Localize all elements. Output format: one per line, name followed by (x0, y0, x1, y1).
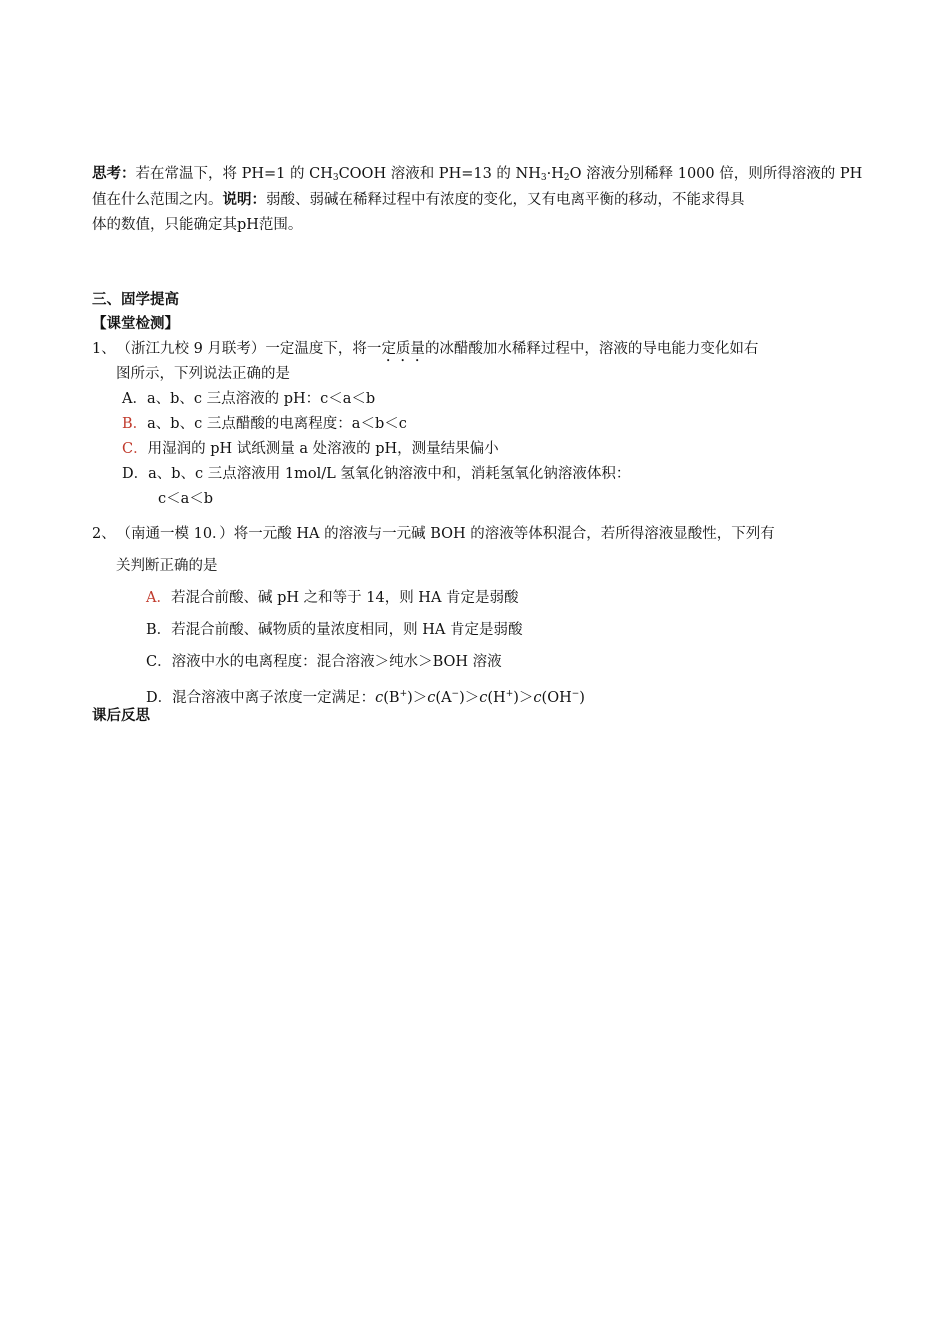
q1-emphasis-text: 定质量 (381, 341, 425, 357)
q2-text: （南通一模 10．）将一元酸 HA 的溶液与一元碱 BOH 的溶液等体积混合，若所得溶液显酸性，下列有 (123, 526, 775, 542)
q2-option-b: B．若混合前酸、碱物质的量浓度相同，则 HA 肯定是弱酸 (146, 622, 523, 638)
think-text: ·H (546, 166, 564, 182)
q2-line-1 (92, 524, 775, 544)
think-text: 体的数值，只能确定其pH范围。 (92, 217, 303, 233)
question-number: 1、 (92, 341, 116, 357)
charge: + (399, 689, 408, 699)
q1-option-a: A．a、b、c 三点溶液的 pH：c＜a＜b (122, 391, 376, 407)
gt-sign: ＞ (412, 690, 428, 706)
paren: ) (407, 690, 413, 706)
paren: ) (513, 690, 519, 706)
q1-option-c (122, 439, 499, 459)
conc-symbol: c (533, 690, 542, 706)
charge: + (505, 689, 514, 699)
ion: (B (383, 690, 400, 706)
subscript: 3 (540, 173, 547, 183)
charge: − (571, 689, 580, 699)
ion: (A (435, 690, 452, 706)
subscript: 2 (563, 173, 570, 183)
note-label: 说明： (222, 192, 266, 208)
think-line-3 (92, 215, 302, 235)
think-text: 弱酸、弱碱在稀释过程中有浓度的变化，又有电离平衡的移动，不能求得具 (266, 192, 745, 208)
ion: (H (487, 690, 506, 706)
q1-line-1 (92, 339, 758, 365)
think-line-1 (92, 164, 862, 188)
after-class-heading: 课后反思 (92, 708, 150, 724)
think-text: O 溶液分别稀释 1000 倍，则所得溶液的 PH (569, 166, 863, 182)
subscript: 3 (332, 173, 339, 183)
q1-option-b (122, 414, 407, 434)
paren: ) (459, 690, 465, 706)
q2-option-a (146, 588, 519, 608)
section-subheading: 【课堂检测】 (92, 316, 179, 332)
q1-line-2: 图所示，下列说法正确的是 (116, 366, 290, 382)
think-line-2 (92, 190, 745, 210)
option-text: D．混合溶液中离子浓度一定满足： (146, 690, 376, 706)
q2-line-2: 关判断正确的是 (116, 558, 218, 574)
option-letter: A． (146, 590, 171, 606)
conc-symbol: c (479, 690, 488, 706)
option-text: 用湿润的 pH 试纸测量 a 处溶液的 pH，测量结果偏小 (147, 441, 499, 457)
q2-option-c: C．溶液中水的电离程度：混合溶液＞纯水＞BOH 溶液 (146, 654, 502, 670)
option-letter: B． (122, 416, 148, 432)
think-label: 思考： (92, 166, 136, 182)
option-text: a、b、c 三点醋酸的电离程度：a＜b＜c (147, 416, 407, 432)
think-text: 若在常温下，将 PH=1 的 CH (135, 166, 333, 182)
think-text: COOH 溶液和 PH=13 的 NH (338, 166, 541, 182)
conc-symbol: c (427, 690, 436, 706)
think-text: 值在什么范围之内。 (92, 192, 223, 208)
gt-sign: ＞ (518, 690, 534, 706)
option-letter: C． (122, 441, 148, 457)
section-heading: 三、固学提高 (92, 292, 179, 308)
q1-option-d: D．a、b、c 三点溶液用 1mol/L 氢氧化钠溶液中和，消耗氢氧化钠溶液体积： (122, 466, 631, 482)
paren: ) (579, 690, 585, 706)
q1-text: （浙江九校 9 月联考）一定温度下，将一 (123, 341, 382, 357)
q2-option-d (146, 684, 585, 708)
conc-symbol: c (375, 690, 384, 706)
question-number: 2、 (92, 526, 116, 542)
charge: − (451, 689, 460, 699)
q1-option-d-cont: c＜a＜b (158, 491, 214, 507)
option-text: 若混合前酸、碱 pH 之和等于 14，则 HA 肯定是弱酸 (170, 590, 519, 606)
ion: (OH (541, 690, 572, 706)
gt-sign: ＞ (464, 690, 480, 706)
q1-text: 的冰醋酸加水稀释过程中，溶液的导电能力变化如右 (424, 341, 759, 357)
